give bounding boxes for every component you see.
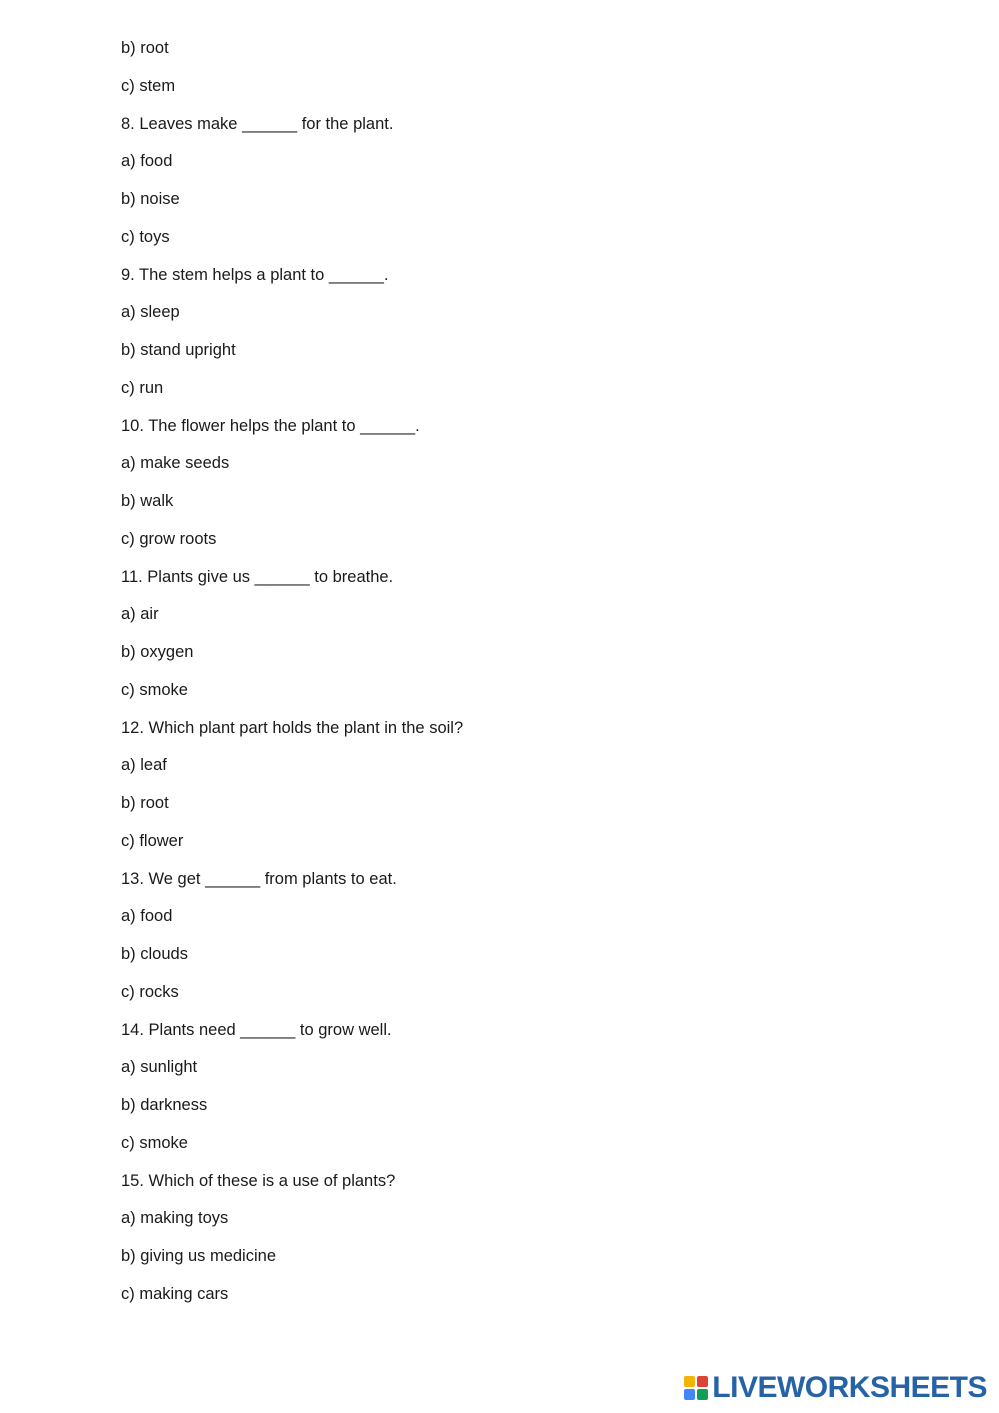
question-line: 15. Which of these is a use of plants? <box>121 1171 396 1190</box>
worksheet-body <box>121 30 881 1314</box>
option-line: b) root <box>121 794 169 812</box>
option-line: b) root <box>121 39 169 57</box>
option-line: c) toys <box>121 227 170 246</box>
option-line: a) make seeds <box>121 454 230 473</box>
question-line: 11. Plants give us ______ to breathe. <box>121 567 394 586</box>
option-line: c) smoke <box>121 680 188 699</box>
question-line: 8. Leaves make ______ for the plant. <box>121 114 394 133</box>
option-line: b) giving us medicine <box>121 1247 276 1265</box>
question-line: 9. The stem helps a plant to ______. <box>121 265 389 284</box>
option-line: c) grow roots <box>121 529 217 548</box>
liveworksheets-logo-icon <box>684 1376 708 1400</box>
brand-name: LIVEWORKSHEETS <box>712 1371 987 1404</box>
logo-square-icon <box>697 1376 708 1387</box>
option-line: c) run <box>121 378 164 397</box>
option-line: c) smoke <box>121 1133 188 1152</box>
liveworksheets-brand <box>684 1371 987 1405</box>
question-line: 10. The flower helps the plant to ______. <box>121 416 420 435</box>
option-line: b) darkness <box>121 1096 208 1114</box>
logo-square-icon <box>684 1376 695 1387</box>
question-line: 14. Plants need ______ to grow well. <box>121 1020 392 1039</box>
option-line: b) noise <box>121 190 180 208</box>
option-line: b) walk <box>121 492 174 510</box>
option-line: a) air <box>121 605 159 624</box>
option-line: b) clouds <box>121 945 188 963</box>
option-line: c) rocks <box>121 982 179 1001</box>
option-line: a) food <box>121 152 173 171</box>
option-line: a) making toys <box>121 1209 229 1228</box>
option-line: b) oxygen <box>121 643 194 661</box>
question-line: 13. We get ______ from plants to eat. <box>121 869 397 888</box>
logo-square-icon <box>684 1389 695 1400</box>
option-line: a) food <box>121 907 173 926</box>
option-line: c) stem <box>121 76 176 95</box>
option-line: a) leaf <box>121 756 167 775</box>
logo-square-icon <box>697 1389 708 1400</box>
option-line: a) sleep <box>121 303 180 322</box>
option-line: a) sunlight <box>121 1058 198 1077</box>
option-line: b) stand upright <box>121 341 236 359</box>
question-line: 12. Which plant part holds the plant in the soil? <box>121 718 464 737</box>
option-line: c) flower <box>121 831 184 850</box>
option-line: c) making cars <box>121 1284 229 1303</box>
